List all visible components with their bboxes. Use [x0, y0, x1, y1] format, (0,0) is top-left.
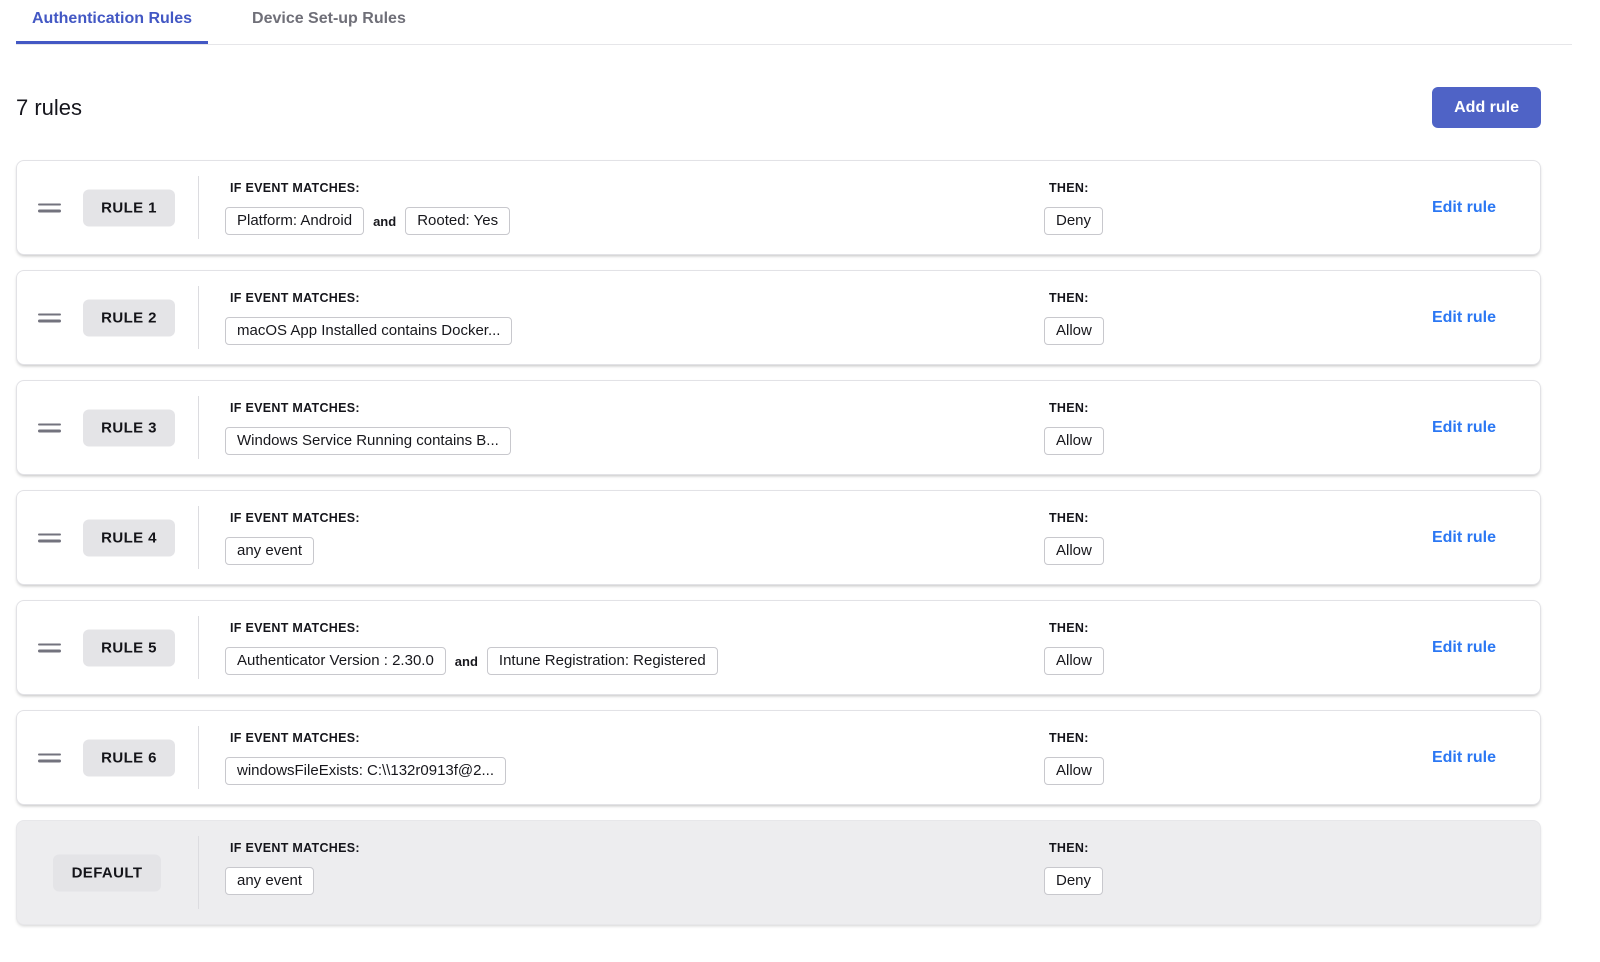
rules-list: [16, 160, 1541, 925]
rule-row: [16, 490, 1541, 585]
then-label: THEN:: [1049, 511, 1089, 525]
action-chip: Deny: [1044, 867, 1103, 895]
action-chips: [1044, 757, 1104, 785]
rule-badge: RULE 5: [83, 629, 175, 666]
rules-count: 7 rules: [16, 94, 83, 120]
rule-badge: RULE 1: [83, 189, 175, 226]
condition-chip: any event: [225, 537, 314, 565]
condition-chip: Platform: Android: [225, 207, 364, 235]
drag-handle-icon[interactable]: [38, 749, 61, 766]
drag-handle-icon[interactable]: [38, 639, 61, 656]
action-chips: [1044, 317, 1104, 345]
then-column: [1044, 621, 1104, 675]
rule-badge: RULE 4: [83, 519, 175, 556]
action-chips: [1044, 647, 1104, 675]
rule-row: [16, 380, 1541, 475]
then-label: THEN:: [1049, 291, 1089, 305]
action-chip: Allow: [1044, 537, 1104, 565]
rule-badge: RULE 2: [83, 299, 175, 336]
if-event-matches-label: IF EVENT MATCHES:: [230, 181, 360, 195]
conditions-column: [225, 181, 510, 235]
condition-chip: macOS App Installed contains Docker...: [225, 317, 512, 345]
condition-chips: [225, 537, 360, 565]
then-column: [1044, 401, 1104, 455]
divider: [198, 286, 199, 349]
then-label: THEN:: [1049, 621, 1089, 635]
divider: [198, 616, 199, 679]
drag-handle-icon[interactable]: [38, 309, 61, 326]
then-column: [1044, 731, 1104, 785]
rule-row: [16, 270, 1541, 365]
then-column: [1044, 291, 1104, 345]
if-event-matches-label: IF EVENT MATCHES:: [230, 621, 360, 635]
and-label: and: [454, 653, 478, 669]
action-chip: Allow: [1044, 317, 1104, 345]
then-column: [1044, 511, 1104, 565]
divider: [198, 176, 199, 239]
if-event-matches-label: IF EVENT MATCHES:: [230, 291, 360, 305]
drag-handle-icon[interactable]: [38, 529, 61, 546]
rule-row: [16, 160, 1541, 255]
and-label: and: [373, 213, 397, 229]
divider: [198, 836, 199, 909]
condition-chips: [225, 647, 718, 675]
divider: [198, 506, 199, 569]
condition-chip: windowsFileExists: C:\\132r0913f@2...: [225, 757, 506, 785]
action-chip: Allow: [1044, 757, 1104, 785]
then-column: [1044, 841, 1103, 895]
condition-chip: Intune Registration: Registered: [487, 647, 718, 675]
condition-chips: [225, 207, 510, 235]
if-event-matches-label: IF EVENT MATCHES:: [230, 841, 360, 855]
conditions-column: [225, 841, 360, 895]
if-event-matches-label: IF EVENT MATCHES:: [230, 401, 360, 415]
then-label: THEN:: [1049, 401, 1089, 415]
divider: [198, 726, 199, 789]
action-chips: [1044, 867, 1103, 895]
then-column: [1044, 181, 1103, 235]
tab-label: Device Set-up Rules: [252, 10, 406, 27]
action-chips: [1044, 537, 1104, 565]
condition-chips: [225, 757, 506, 785]
condition-chips: [225, 317, 512, 345]
condition-chip: any event: [225, 867, 314, 895]
conditions-column: [225, 401, 511, 455]
rule-badge: RULE 6: [83, 739, 175, 776]
rule-row: [16, 710, 1541, 805]
drag-handle-icon[interactable]: [38, 199, 61, 216]
edit-rule-link[interactable]: Edit rule: [1431, 418, 1496, 436]
if-event-matches-label: IF EVENT MATCHES:: [230, 731, 360, 745]
condition-chip: Rooted: Yes: [405, 207, 510, 235]
tab-bar: [16, 0, 1572, 45]
if-event-matches-label: IF EVENT MATCHES:: [230, 511, 360, 525]
tab-label: Authentication Rules: [32, 10, 193, 27]
condition-chips: [225, 867, 360, 895]
action-chip: Allow: [1044, 647, 1104, 675]
conditions-column: [225, 511, 360, 565]
tab-authentication-rules[interactable]: [16, 0, 208, 44]
action-chip: Allow: [1044, 427, 1104, 455]
conditions-column: [225, 291, 512, 345]
rule-row: [16, 820, 1541, 925]
rules-header: [16, 87, 1541, 128]
condition-chip: Windows Service Running contains B...: [225, 427, 511, 455]
conditions-column: [225, 731, 506, 785]
rule-row: [16, 600, 1541, 695]
action-chips: [1044, 427, 1104, 455]
edit-rule-link[interactable]: Edit rule: [1431, 198, 1496, 216]
edit-rule-link[interactable]: Edit rule: [1431, 528, 1496, 546]
edit-rule-link[interactable]: Edit rule: [1431, 308, 1496, 326]
then-label: THEN:: [1049, 731, 1089, 745]
edit-rule-link[interactable]: Edit rule: [1431, 638, 1496, 656]
then-label: THEN:: [1049, 841, 1089, 855]
tab-device-setup-rules[interactable]: [236, 0, 422, 44]
action-chips: [1044, 207, 1103, 235]
drag-handle-icon[interactable]: [38, 419, 61, 436]
conditions-column: [225, 621, 718, 675]
edit-rule-link[interactable]: Edit rule: [1431, 748, 1496, 766]
divider: [198, 396, 199, 459]
condition-chip: Authenticator Version : 2.30.0: [225, 647, 446, 675]
condition-chips: [225, 427, 511, 455]
rule-badge: DEFAULT: [53, 854, 161, 891]
action-chip: Deny: [1044, 207, 1103, 235]
then-label: THEN:: [1049, 181, 1089, 195]
rule-badge: RULE 3: [83, 409, 175, 446]
add-rule-button[interactable]: Add rule: [1432, 87, 1541, 128]
